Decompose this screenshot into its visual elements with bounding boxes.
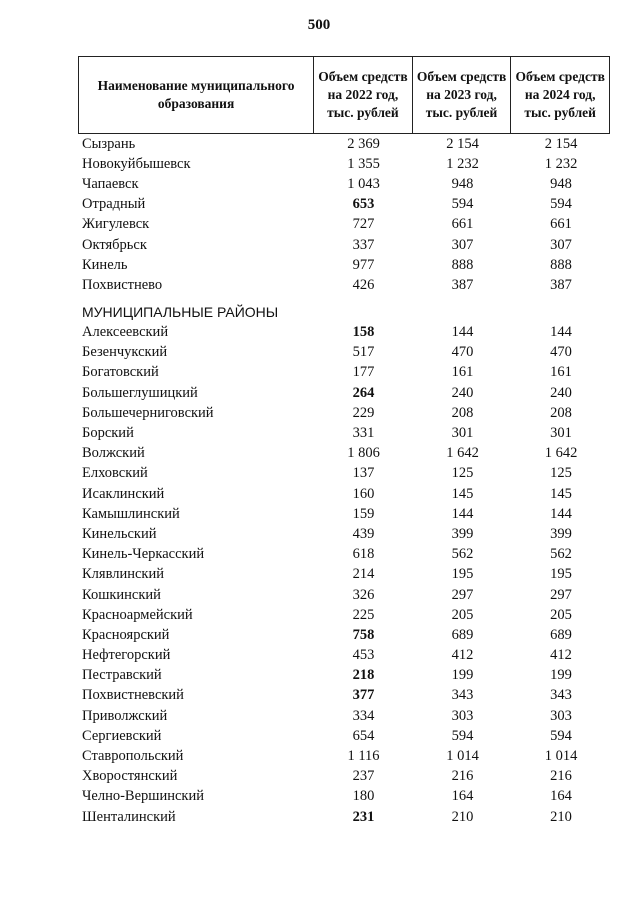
municipality-name: Сызрань	[82, 135, 136, 152]
value-2023: 399	[451, 525, 474, 542]
municipality-name: Октябрьск	[82, 236, 147, 253]
value-2024: 301	[550, 425, 572, 442]
value-2022: 2 369	[347, 135, 380, 152]
value-2022: 218	[352, 667, 375, 684]
municipality-name: Отрадный	[82, 196, 146, 213]
table-row	[78, 767, 610, 787]
table-row	[78, 343, 610, 363]
municipality-name: Борский	[82, 425, 134, 442]
municipality-name: Богатовский	[82, 364, 159, 381]
value-2024: 594	[550, 727, 572, 744]
municipality-name: Похвистнево	[82, 276, 163, 293]
value-2022: 231	[352, 808, 375, 825]
districts-rows	[78, 323, 610, 828]
municipality-name: Приволжский	[82, 707, 168, 724]
value-2022: 137	[352, 465, 375, 482]
value-2022: 159	[352, 505, 375, 522]
header-2024: Объем средств на 2024 год, тыс. рублей	[515, 69, 605, 120]
table-row	[78, 323, 610, 343]
value-2024: 125	[550, 465, 572, 482]
value-2023: 145	[451, 485, 474, 502]
table-row	[78, 686, 610, 706]
value-2024: 562	[550, 546, 572, 563]
value-2023: 888	[451, 256, 474, 273]
table-row	[78, 154, 610, 174]
value-2024: 195	[550, 566, 572, 583]
table-row	[78, 585, 610, 605]
value-2023: 412	[451, 647, 474, 664]
municipality-name: Челно-Вершинский	[82, 788, 204, 805]
municipality-name: Большечерниговский	[82, 404, 214, 421]
table-row	[78, 403, 610, 423]
table-row	[78, 275, 610, 295]
table-row	[78, 363, 610, 383]
value-2022: 214	[352, 566, 375, 583]
value-2023: 343	[451, 687, 474, 704]
value-2022: 264	[352, 384, 375, 401]
value-2022: 337	[352, 236, 375, 253]
municipality-name: Елховский	[82, 465, 148, 482]
table-row	[78, 484, 610, 504]
value-2022: 1 043	[347, 175, 380, 192]
value-2023: 205	[451, 606, 474, 623]
value-2023: 199	[451, 667, 474, 684]
table-row	[78, 787, 610, 807]
value-2023: 144	[451, 505, 474, 522]
table-row	[78, 134, 610, 154]
value-2022: 618	[352, 546, 375, 563]
value-2024: 161	[550, 364, 572, 381]
value-2022: 727	[352, 216, 375, 233]
municipality-name: Сергиевский	[82, 727, 162, 744]
value-2023: 297	[451, 586, 474, 603]
value-2022: 177	[352, 364, 375, 381]
value-2023: 164	[451, 788, 474, 805]
value-2022: 1 116	[347, 748, 380, 765]
table-row	[78, 383, 610, 403]
value-2023: 562	[451, 546, 474, 563]
value-2024: 594	[550, 196, 572, 213]
municipality-name: Исаклинский	[82, 485, 165, 502]
table-row	[78, 706, 610, 726]
value-2023: 661	[451, 216, 474, 233]
header-name: Наименование муниципального образования	[79, 57, 314, 133]
table-row	[78, 524, 610, 544]
value-2022: 453	[352, 647, 375, 664]
table-row	[78, 726, 610, 746]
value-2022: 758	[352, 626, 375, 643]
value-2023: 240	[451, 384, 474, 401]
table-row	[78, 504, 610, 524]
value-2023: 307	[451, 236, 474, 253]
value-2024: 145	[550, 485, 572, 502]
municipality-name: Жигулевск	[82, 216, 150, 233]
value-2024: 164	[550, 788, 572, 805]
value-2023: 303	[451, 707, 474, 724]
table-row	[78, 215, 610, 235]
value-2023: 1 014	[446, 748, 479, 765]
value-2024: 1 232	[544, 155, 578, 172]
table-row	[78, 444, 610, 464]
municipality-name: Кинельский	[82, 525, 157, 542]
value-2023: 216	[451, 768, 474, 785]
value-2024: 307	[550, 236, 572, 253]
value-2024: 199	[550, 667, 572, 684]
value-2024: 412	[550, 647, 572, 664]
value-2023: 195	[451, 566, 474, 583]
value-2022: 160	[352, 485, 375, 502]
value-2022: 1 806	[347, 445, 380, 462]
page-number: 500	[307, 17, 331, 33]
municipality-name: Волжский	[82, 445, 145, 462]
value-2024: 661	[550, 216, 572, 233]
municipality-name: Шенталинский	[82, 808, 176, 825]
value-2024: 144	[550, 505, 572, 522]
value-2024: 208	[550, 404, 572, 421]
municipality-name: Ставропольский	[82, 748, 184, 765]
value-2023: 594	[451, 727, 474, 744]
table-row	[78, 255, 610, 275]
value-2023: 1 232	[446, 155, 479, 172]
value-2023: 301	[451, 425, 474, 442]
table-row	[78, 174, 610, 194]
value-2023: 2 154	[446, 135, 479, 152]
municipality-name: Кошкинский	[82, 586, 161, 603]
value-2023: 161	[451, 364, 474, 381]
value-2024: 1 014	[544, 748, 578, 765]
value-2024: 948	[550, 175, 572, 192]
value-2023: 470	[451, 344, 474, 361]
value-2022: 653	[352, 196, 375, 213]
header-2022: Объем средств на 2022 год, тыс. рублей	[314, 57, 413, 133]
value-2024: 210	[550, 808, 572, 825]
municipality-name: Клявлинский	[82, 566, 164, 583]
municipality-name: Красноармейский	[82, 606, 193, 623]
value-2024: 144	[550, 324, 572, 341]
funding-table	[78, 56, 610, 827]
value-2023: 387	[451, 276, 474, 293]
table-row	[78, 423, 610, 443]
table-row	[78, 807, 610, 827]
value-2022: 331	[352, 425, 375, 442]
municipality-name: Пестравский	[82, 667, 162, 684]
table-row	[78, 625, 610, 645]
municipality-name: Чапаевск	[82, 175, 139, 192]
table-row	[78, 666, 610, 686]
value-2024: 216	[550, 768, 572, 785]
value-2024: 399	[550, 525, 572, 542]
municipality-name: Безенчукский	[82, 344, 168, 361]
municipality-name: Нефтегорский	[82, 647, 171, 664]
value-2024: 689	[550, 626, 572, 643]
value-2022: 654	[352, 727, 375, 744]
value-2024: 470	[550, 344, 572, 361]
value-2024: 297	[550, 586, 572, 603]
municipality-name: Новокуйбышевск	[82, 155, 191, 172]
municipality-name: Похвистневский	[82, 687, 184, 704]
table-row	[78, 605, 610, 625]
municipality-name: Большеглушицкий	[82, 384, 198, 401]
table-row	[78, 235, 610, 255]
value-2022: 517	[352, 344, 375, 361]
value-2023: 210	[451, 808, 474, 825]
value-2024: 205	[550, 606, 572, 623]
value-2022: 1 355	[347, 155, 380, 172]
value-2022: 225	[352, 606, 375, 623]
value-2022: 158	[352, 324, 375, 341]
value-2022: 426	[352, 276, 375, 293]
municipality-name: Кинель-Черкасский	[82, 546, 205, 563]
municipality-name: Красноярский	[82, 626, 170, 643]
cities-rows	[78, 134, 610, 296]
table-row	[78, 195, 610, 215]
value-2023: 125	[451, 465, 474, 482]
municipality-name: Хворостянский	[82, 768, 178, 785]
table-row	[78, 746, 610, 766]
table-row	[78, 646, 610, 666]
value-2022: 180	[352, 788, 375, 805]
value-2024: 343	[550, 687, 572, 704]
municipality-name: Алексеевский	[82, 324, 169, 341]
value-2023: 1 642	[446, 445, 479, 462]
value-2024: 2 154	[544, 135, 578, 152]
value-2022: 229	[352, 404, 375, 421]
value-2024: 1 642	[544, 445, 578, 462]
value-2022: 977	[352, 256, 375, 273]
value-2023: 948	[451, 175, 474, 192]
value-2022: 237	[352, 768, 375, 785]
value-2022: 326	[352, 586, 375, 603]
value-2024: 240	[550, 384, 572, 401]
value-2024: 888	[550, 256, 572, 273]
value-2023: 208	[451, 404, 474, 421]
table-header	[78, 56, 610, 134]
table-row	[78, 464, 610, 484]
value-2022: 439	[352, 525, 375, 542]
value-2023: 594	[451, 196, 474, 213]
table-row	[78, 565, 610, 585]
value-2023: 689	[451, 626, 474, 643]
section-title: МУНИЦИПАЛЬНЫЕ РАЙОНЫ	[82, 303, 279, 320]
value-2024: 387	[550, 276, 572, 293]
municipality-name: Камышлинский	[82, 505, 180, 522]
value-2022: 377	[352, 687, 375, 704]
table-row	[78, 545, 610, 565]
header-2023: Объем средств на 2023 год, тыс. рублей	[413, 57, 512, 133]
value-2023: 144	[451, 324, 474, 341]
value-2022: 334	[352, 707, 375, 724]
value-2024: 303	[550, 707, 572, 724]
municipality-name: Кинель	[82, 256, 128, 273]
